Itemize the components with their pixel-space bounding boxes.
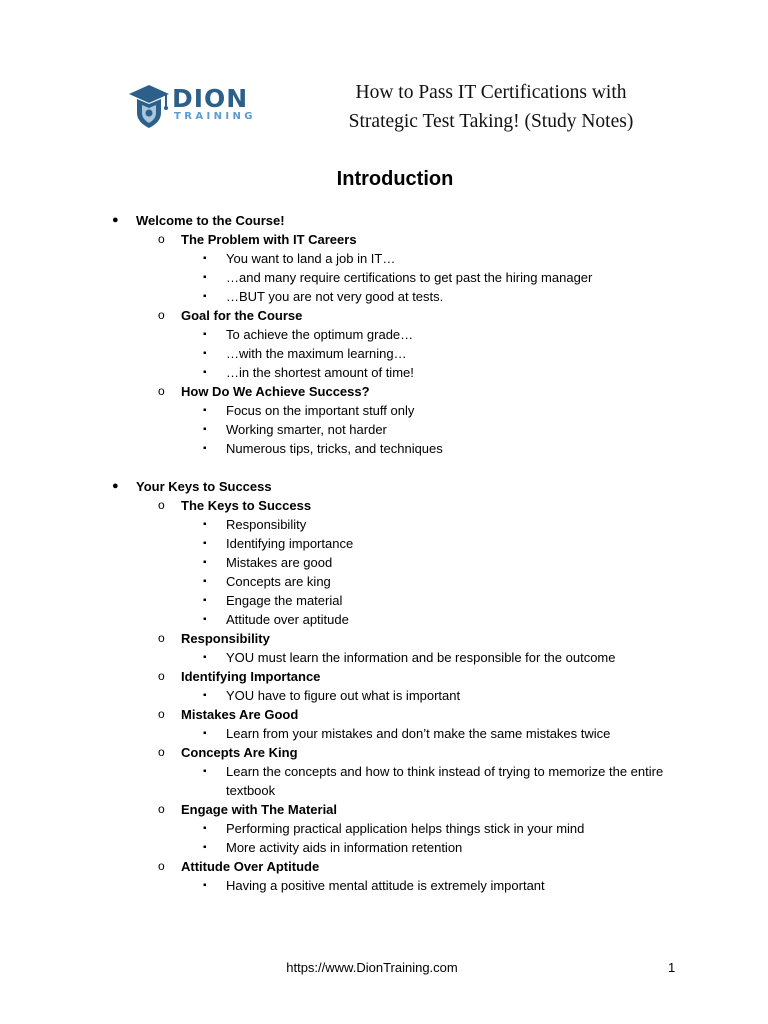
outline-list <box>0 211 768 895</box>
list-item-text: Attitude Over Aptitude <box>181 859 320 874</box>
bullet-icon: o <box>158 859 165 873</box>
list-item-level-2 <box>0 496 768 515</box>
graduation-cap-shield-icon <box>128 83 170 129</box>
document-title <box>318 78 664 136</box>
list-item-text: To achieve the optimum grade… <box>226 327 414 342</box>
list-item-level-3 <box>0 553 768 572</box>
list-item-level-2 <box>0 629 768 648</box>
list-item-text: Responsibility <box>226 517 307 532</box>
list-item-text: How Do We Achieve Success? <box>181 384 370 399</box>
list-item-text: YOU have to figure out what is important <box>226 688 461 703</box>
list-item-level-2 <box>0 800 768 819</box>
logo-brand-text: DION <box>172 84 249 113</box>
bullet-icon: ▪ <box>203 576 207 587</box>
list-item-level-3 <box>0 268 768 287</box>
bullet-icon: o <box>158 308 165 322</box>
bullet-icon: o <box>158 745 165 759</box>
bullet-icon: ● <box>112 214 119 226</box>
list-item-text: Identifying Importance <box>181 669 321 684</box>
bullet-icon: ▪ <box>203 728 207 739</box>
bullet-icon: o <box>158 384 165 398</box>
bullet-icon: ▪ <box>203 348 207 359</box>
section-heading: Introduction <box>336 168 454 190</box>
list-item-level-3 <box>0 287 768 306</box>
list-item-text: …with the maximum learning… <box>226 346 407 361</box>
bullet-icon: o <box>158 232 165 246</box>
list-item-text: Performing practical application helps things stick in your mind <box>226 821 585 836</box>
list-item-level-1 <box>0 211 768 230</box>
list-item-level-3 <box>0 648 768 667</box>
list-item-text: More activity aids in information retention <box>226 840 463 855</box>
list-item-text: …BUT you are not very good at tests. <box>226 289 444 304</box>
list-item-level-2 <box>0 857 768 876</box>
list-item-text: Mistakes Are Good <box>181 707 299 722</box>
list-item-text: The Keys to Success <box>181 498 312 513</box>
bullet-icon: ▪ <box>203 424 207 435</box>
list-item-level-2 <box>0 743 768 762</box>
spacer <box>0 458 768 477</box>
bullet-icon: ▪ <box>203 842 207 853</box>
footer-url: https://www.DionTraining.com <box>286 960 458 975</box>
list-item-level-3 <box>0 534 768 553</box>
bullet-icon: ▪ <box>203 253 207 264</box>
list-item-text: Numerous tips, tricks, and techniques <box>226 441 443 456</box>
list-item-level-3 <box>0 249 768 268</box>
bullet-icon: o <box>158 631 165 645</box>
bullet-icon: ● <box>112 480 119 492</box>
list-item-level-3 <box>0 838 768 857</box>
list-item-text: Mistakes are good <box>226 555 333 570</box>
bullet-icon: ▪ <box>203 329 207 340</box>
list-item-level-3 <box>0 325 768 344</box>
list-item-level-2 <box>0 382 768 401</box>
bullet-icon: ▪ <box>203 557 207 568</box>
list-item-level-3 <box>0 876 768 895</box>
list-item-level-3 <box>0 420 768 439</box>
list-item-level-2 <box>0 705 768 724</box>
list-item-text: You want to land a job in IT… <box>226 251 396 266</box>
list-item-text: YOU must learn the information and be responsible for the outcome <box>226 650 616 665</box>
list-item-level-3 <box>0 686 768 705</box>
bullet-icon: ▪ <box>203 272 207 283</box>
bullet-icon: ▪ <box>203 519 207 530</box>
list-item-level-3 <box>0 572 768 591</box>
list-item-text: Working smarter, not harder <box>226 422 387 437</box>
list-item-level-3 <box>0 401 768 420</box>
bullet-icon: ▪ <box>203 538 207 549</box>
list-item-text: Goal for the Course <box>181 308 303 323</box>
list-item-level-3 <box>0 439 768 458</box>
list-item-level-2 <box>0 306 768 325</box>
bullet-icon: o <box>158 707 165 721</box>
list-item-text: Engage the material <box>226 593 343 608</box>
list-item-text: Focus on the important stuff only <box>226 403 415 418</box>
title-line-1: How to Pass IT Certifications with <box>355 82 627 103</box>
list-item-level-3 <box>0 610 768 629</box>
bullet-icon: ▪ <box>203 766 207 777</box>
bullet-icon: ▪ <box>203 291 207 302</box>
list-item-level-1 <box>0 477 768 496</box>
list-item-text: Having a positive mental attitude is extremely important <box>226 878 545 893</box>
list-item-level-3 <box>0 363 768 382</box>
list-item-text: Learn the concepts and how to think instead of trying to memorize the entire textbook <box>226 764 664 798</box>
bullet-icon: ▪ <box>203 405 207 416</box>
bullet-icon: o <box>158 498 165 512</box>
dion-training-logo <box>128 83 258 131</box>
bullet-icon: ▪ <box>203 880 207 891</box>
list-item-level-3 <box>0 515 768 534</box>
logo-sub-text: TRAINING <box>174 111 256 122</box>
bullet-icon: ▪ <box>203 595 207 606</box>
list-item-text: Responsibility <box>181 631 270 646</box>
list-item-level-3 <box>0 724 768 743</box>
list-item-text: Engage with The Material <box>181 802 338 817</box>
page-number: 1 <box>668 960 676 975</box>
list-item-level-2 <box>0 667 768 686</box>
title-line-2: Strategic Test Taking! (Study Notes) <box>348 111 634 132</box>
list-item-text: Concepts Are King <box>181 745 298 760</box>
bullet-icon: ▪ <box>203 614 207 625</box>
list-item-text: …in the shortest amount of time! <box>226 365 414 380</box>
list-item-level-3 <box>0 819 768 838</box>
bullet-icon: ▪ <box>203 690 207 701</box>
list-item-level-3 <box>0 591 768 610</box>
list-item-text: Identifying importance <box>226 536 354 551</box>
list-item-level-2 <box>0 230 768 249</box>
list-item-text: Learn from your mistakes and don’t make the same mistakes twice <box>226 726 611 741</box>
list-item-text: Your Keys to Success <box>136 479 272 494</box>
list-item-text: Attitude over aptitude <box>226 612 349 627</box>
list-item-level-3 <box>0 344 768 363</box>
list-item-text: …and many require certifications to get past the hiring manager <box>226 270 593 285</box>
bullet-icon: o <box>158 669 165 683</box>
list-item-text: The Problem with IT Careers <box>181 232 357 247</box>
bullet-icon: ▪ <box>203 823 207 834</box>
bullet-icon: o <box>158 802 165 816</box>
bullet-icon: ▪ <box>203 652 207 663</box>
list-item-text: Concepts are king <box>226 574 331 589</box>
bullet-icon: ▪ <box>203 367 207 378</box>
list-item-level-3 <box>0 762 768 800</box>
bullet-icon: ▪ <box>203 443 207 454</box>
list-item-text: Welcome to the Course! <box>136 213 285 228</box>
